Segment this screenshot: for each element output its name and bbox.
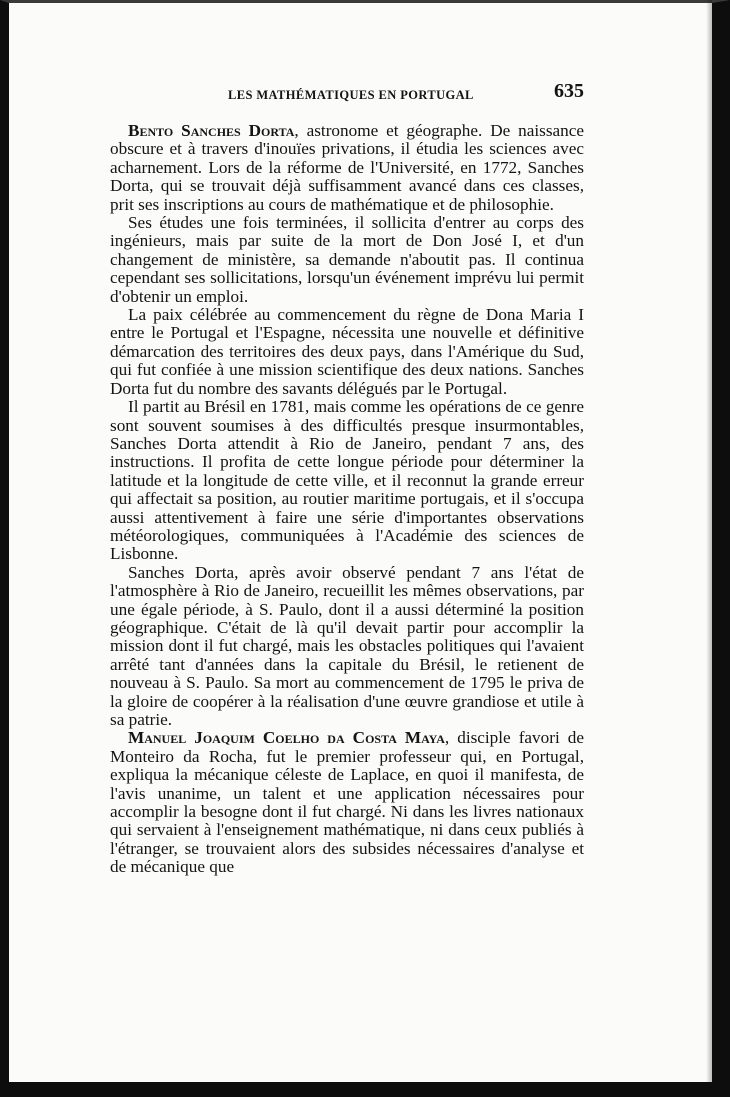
paragraph-text: , disciple favori de Monteiro da Rocha, fut le premier professeur qui, en Portugal, expliqua la mécanique céleste de Laplace, en quoi il manifesta, de l'avis unanime, un talent et une application nécessaires pour accomplir la besogne dont il fut chargé. Ni dans les livres nationaux qui servaient à l'enseignement mathématique, ni dans ceux publiés à l'étranger, se trouvaient alors des subsides nécessaires d'analyse et de mécanique que: [110, 728, 584, 877]
paragraph-sao-paulo: [110, 564, 584, 730]
person-name: Bento Sanches Dorta: [128, 121, 295, 140]
page-edge-shadow: [706, 0, 712, 1082]
paragraph-text: Sanches Dorta, après avoir observé pendant 7 ans l'état de l'atmosphère à Rio de Janeiro, recueillit les mêmes observations, par une égale période, à S. Paulo, dont il a aussi déterminé la position géographique. C'était de là qu'il devait partir pour accomplir la mission dont il fut chargé, mais les obstacles politiques qui l'avaient arrêté tant d'années dans la capitale du Brésil, le retienent de nouveau à S. Paulo. Sa mort au commencement de 1795 le priva de la gloire de coopérer à la réalisation d'une œuvre grandiose et utile à sa patrie.: [110, 562, 584, 729]
paragraph-bento-sanches-dorta: [110, 122, 584, 214]
paragraph-brazil: [110, 398, 584, 564]
paragraph-text: Il partit au Brésil en 1781, mais comme les opérations de ce genre sont souvent soumises à des difficultés presque insurmontables, Sanches Dorta attendit à Rio de Janeiro, pendant 7 ans, des instructions. Il profita de cette longue période pour déterminer la latitude et la longitude de cette ville, et il reconnut la grande erreur qui affectait sa position, au routier maritime portugais, et il s'occupa aussi attentivement à faire une série d'importantes observations météorologiques, communiquées à l'Académie des sciences de Lisbonne.: [110, 397, 584, 564]
running-head: LES MATHÉMATIQUES EN PORTUGAL: [228, 88, 474, 102]
person-name: Manuel Joaquim Coelho da Costa Maya: [128, 728, 445, 748]
paragraph-studies: [110, 214, 584, 306]
paragraph-text: Ses études une fois terminées, il sollicita d'entrer au corps des ingénieurs, mais par suite de la mort de Don José I, et d'un changement de ministère, sa demande n'aboutit pas. Il continua cependant ses sollicitations, lorsqu'un événement imprévu lui permit d'obtenir un emploi.: [110, 213, 584, 306]
paragraph-peace: [110, 306, 584, 398]
page-number: 635: [554, 80, 584, 102]
paragraph-costa-maya: [110, 729, 584, 876]
body-text: [110, 122, 584, 877]
page-header: [110, 80, 584, 110]
paragraph-text: La paix célébrée au commencement du règne de Dona Maria I entre le Portugal et l'Espagne, nécessita une nouvelle et définitive démarcation des territoires des deux pays, dans l'Amérique du Sud, qui fut confiée à une mission scientifique des deux nations. Sanches Dorta fut du nombre des savants délégués par le Portugal.: [110, 305, 584, 398]
paragraph-text: , astronome et géographe. De naissance obscure et à travers d'inouïes privations, il étudia les sciences avec acharnement. Lors de la réforme de l'Université, en 1772, Sanches Dorta, qui se trouvait déjà suffisamment avancé dans ces classes, prit ses inscriptions au cours de mathématique et de philosophie.: [110, 121, 584, 214]
